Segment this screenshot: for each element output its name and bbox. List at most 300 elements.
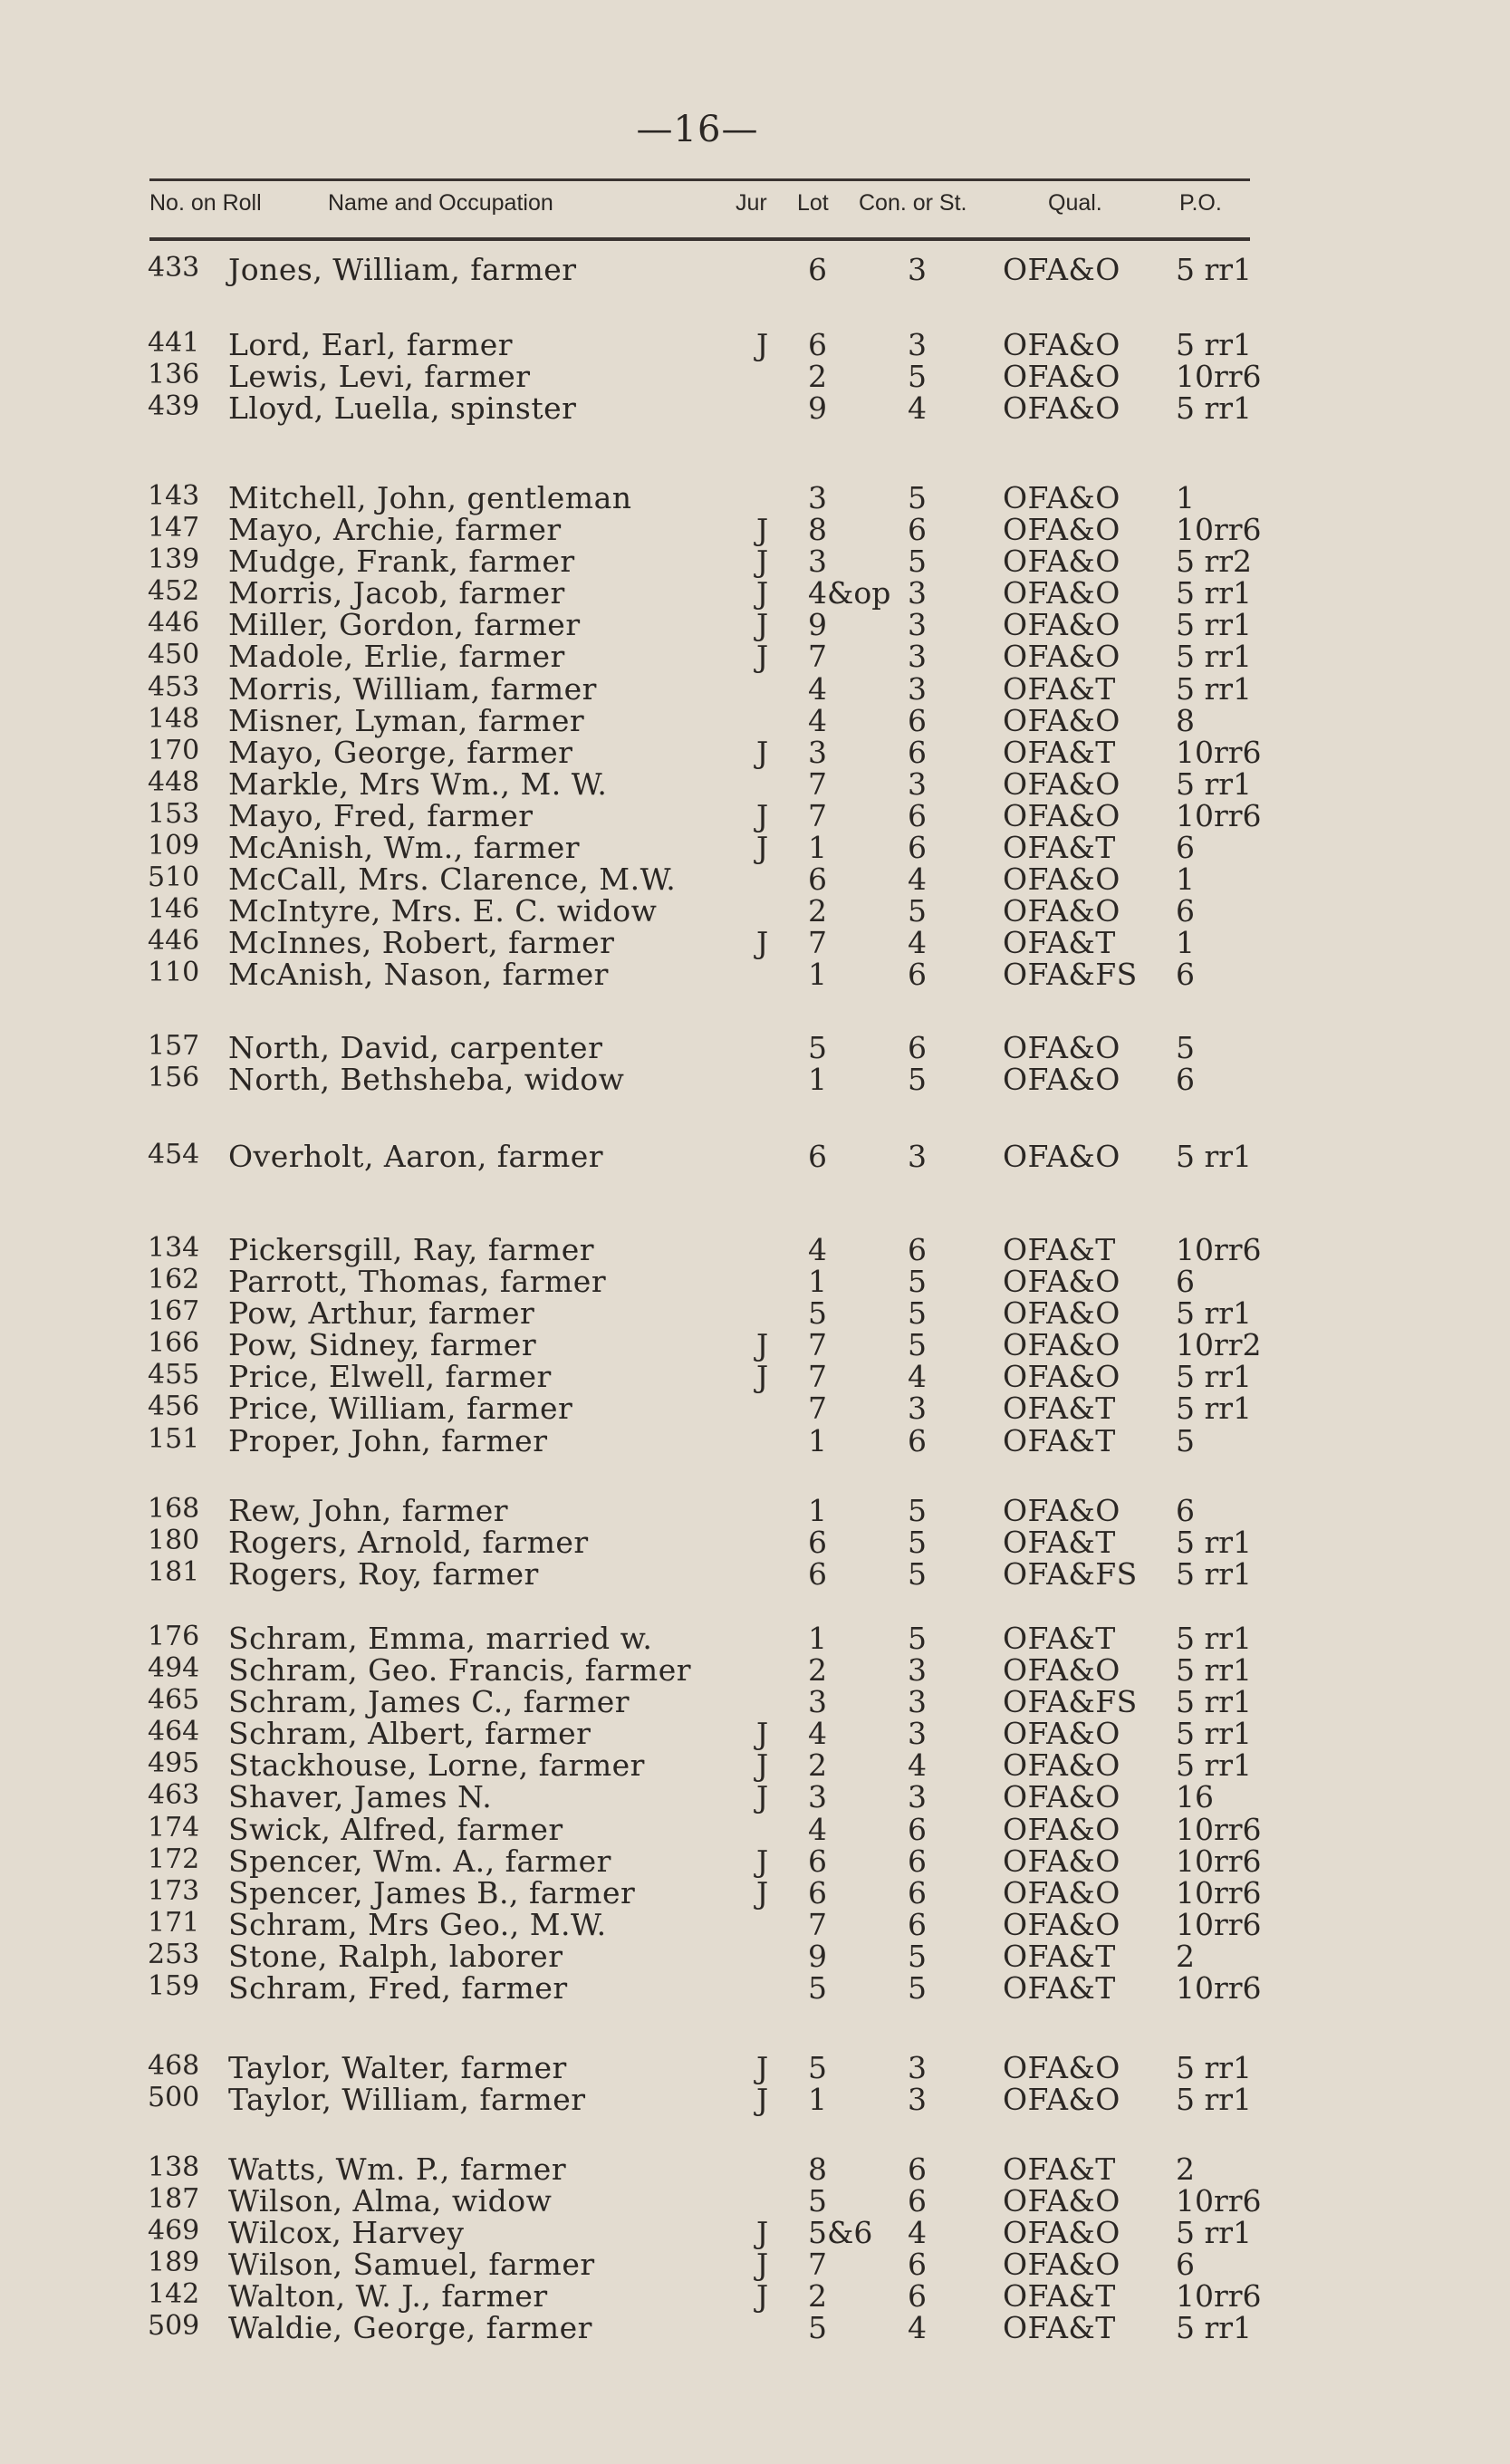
cell-po: 10rr6 <box>1176 797 1262 833</box>
cell-lot: 3 <box>808 1779 827 1815</box>
cell-qual: OFA&O <box>1003 252 1120 287</box>
cell-po: 5 rr2 <box>1176 544 1253 580</box>
cell-no: 448 <box>148 765 200 798</box>
cell-lot: 7 <box>808 1359 827 1395</box>
cell-qual: OFA&O <box>1003 639 1120 675</box>
cell-jur: J <box>756 1359 769 1395</box>
cell-name: Rogers, Roy, farmer <box>228 1556 539 1593</box>
cell-qual: OFA&T <box>1003 734 1116 770</box>
cell-no: 147 <box>148 512 200 544</box>
table-row <box>0 252 1510 287</box>
table-row <box>0 2050 1510 2085</box>
cell-name: Morris, Jacob, farmer <box>228 575 565 611</box>
header-qual: Qual. <box>1048 190 1102 216</box>
cell-con: 5 <box>908 359 927 395</box>
cell-lot: 5 <box>808 1970 827 2007</box>
cell-qual: OFA&T <box>1003 670 1116 707</box>
cell-no: 452 <box>148 575 200 608</box>
cell-no: 171 <box>148 1906 200 1939</box>
cell-lot: 4 <box>808 1232 827 1267</box>
cell-name: Mudge, Frank, farmer <box>228 544 575 580</box>
cell-con: 3 <box>908 670 927 707</box>
table-row <box>0 1525 1510 1561</box>
header-no: No. on Roll <box>149 190 262 216</box>
cell-qual: OFA&O <box>1003 1811 1120 1847</box>
cell-jur: J <box>756 1716 769 1752</box>
cell-con: 3 <box>908 252 927 287</box>
cell-qual: OFA&O <box>1003 1779 1120 1815</box>
cell-no: 446 <box>148 925 200 958</box>
cell-po: 5 rr1 <box>1176 639 1253 675</box>
cell-no: 172 <box>148 1843 200 1875</box>
cell-con: 5 <box>908 1327 927 1363</box>
cell-con: 3 <box>908 639 927 675</box>
table-row <box>0 1391 1510 1427</box>
table-row <box>0 575 1510 611</box>
table-row <box>0 1652 1510 1689</box>
cell-con: 3 <box>908 2082 927 2118</box>
cell-no: 146 <box>148 893 200 926</box>
cell-jur: J <box>756 1779 769 1815</box>
cell-no: 510 <box>148 861 200 894</box>
cell-jur: J <box>756 2278 769 2315</box>
cell-con: 5 <box>908 1062 927 1098</box>
cell-lot: 7 <box>808 797 827 833</box>
cell-con: 4 <box>908 1747 927 1784</box>
cell-no: 465 <box>148 1684 200 1717</box>
cell-con: 4 <box>908 390 927 427</box>
cell-lot: 4 <box>808 702 827 738</box>
cell-qual: OFA&O <box>1003 480 1120 515</box>
cell-qual: OFA&O <box>1003 544 1120 580</box>
cell-name: Mayo, George, farmer <box>228 734 573 770</box>
cell-no: 162 <box>148 1264 200 1296</box>
cell-con: 5 <box>908 1938 927 1974</box>
cell-qual: OFA&O <box>1003 359 1120 395</box>
cell-no: 450 <box>148 639 200 671</box>
letter-group <box>0 480 1510 993</box>
cell-name: Lewis, Levi, farmer <box>228 359 531 395</box>
cell-lot: 2 <box>808 893 827 929</box>
table-row <box>0 2183 1510 2219</box>
cell-no: 109 <box>148 830 200 862</box>
cell-lot: 6 <box>808 1525 827 1561</box>
cell-name: North, David, carpenter <box>228 1030 603 1065</box>
cell-no: 495 <box>148 1747 200 1780</box>
cell-no: 166 <box>148 1327 200 1360</box>
table-row <box>0 1295 1510 1332</box>
cell-qual: OFA&O <box>1003 2183 1120 2219</box>
cell-name: Overholt, Aaron, farmer <box>228 1139 604 1174</box>
cell-con: 5 <box>908 1556 927 1593</box>
cell-po: 5 rr1 <box>1176 390 1253 427</box>
cell-con: 5 <box>908 893 927 929</box>
cell-name: Walton, W. J., farmer <box>228 2278 548 2315</box>
cell-lot: 6 <box>808 327 827 362</box>
cell-po: 10rr6 <box>1176 734 1262 770</box>
cell-lot: 2 <box>808 1652 827 1689</box>
cell-qual: OFA&O <box>1003 1264 1120 1300</box>
table-row <box>0 1062 1510 1098</box>
cell-name: Lloyd, Luella, spinster <box>228 390 577 427</box>
table-row <box>0 1621 1510 1656</box>
cell-qual: OFA&O <box>1003 797 1120 833</box>
cell-con: 3 <box>908 765 927 802</box>
cell-lot: 6 <box>808 861 827 898</box>
cell-lot: 7 <box>808 925 827 961</box>
cell-po: 6 <box>1176 2247 1195 2283</box>
cell-name: McCall, Mrs. Clarence, M.W. <box>228 861 677 898</box>
cell-po: 10rr6 <box>1176 1874 1262 1911</box>
cell-qual: OFA&T <box>1003 1621 1116 1656</box>
cell-no: 453 <box>148 670 200 703</box>
cell-no: 500 <box>148 2082 200 2114</box>
cell-jur: J <box>756 575 769 611</box>
table-row <box>0 797 1510 833</box>
cell-no: 181 <box>148 1556 200 1589</box>
cell-con: 3 <box>908 327 927 362</box>
cell-con: 4 <box>908 2310 927 2346</box>
cell-po: 5 rr1 <box>1176 1684 1253 1720</box>
cell-name: Stackhouse, Lorne, farmer <box>228 1747 645 1784</box>
table-row <box>0 925 1510 961</box>
cell-name: McAnish, Wm., farmer <box>228 830 581 866</box>
cell-con: 6 <box>908 1906 927 1942</box>
cell-con: 5 <box>908 1525 927 1561</box>
cell-po: 2 <box>1176 2151 1195 2187</box>
cell-lot: 5 <box>808 1295 827 1332</box>
letter-group <box>0 1232 1510 1458</box>
cell-qual: OFA&O <box>1003 2247 1120 2283</box>
cell-lot: 1 <box>808 830 827 866</box>
cell-lot: 4 <box>808 670 827 707</box>
cell-qual: OFA&O <box>1003 607 1120 643</box>
cell-jur: J <box>756 925 769 961</box>
letter-group <box>0 1621 1510 2007</box>
cell-qual: OFA&O <box>1003 1139 1120 1174</box>
table-row <box>0 957 1510 993</box>
cell-name: Taylor, Walter, farmer <box>228 2050 567 2085</box>
cell-qual: OFA&O <box>1003 1906 1120 1942</box>
cell-con: 6 <box>908 1030 927 1065</box>
table-row <box>0 1030 1510 1065</box>
cell-name: Schram, James C., farmer <box>228 1684 630 1720</box>
cell-con: 6 <box>908 797 927 833</box>
cell-jur: J <box>756 2215 769 2251</box>
cell-no: 173 <box>148 1874 200 1907</box>
cell-lot: 3 <box>808 544 827 580</box>
cell-con: 6 <box>908 1843 927 1879</box>
cell-con: 6 <box>908 830 927 866</box>
cell-no: 509 <box>148 2310 200 2343</box>
cell-con: 6 <box>908 1874 927 1911</box>
cell-jur: J <box>756 327 769 362</box>
cell-no: 148 <box>148 702 200 735</box>
cell-po: 1 <box>1176 861 1195 898</box>
cell-qual: OFA&T <box>1003 925 1116 961</box>
cell-no: 180 <box>148 1525 200 1557</box>
table-row <box>0 2310 1510 2346</box>
cell-po: 6 <box>1176 830 1195 866</box>
table-row <box>0 1843 1510 1879</box>
cell-con: 3 <box>908 607 927 643</box>
table-row <box>0 2151 1510 2187</box>
cell-jur: J <box>756 512 769 548</box>
cell-lot: 7 <box>808 1327 827 1363</box>
cell-qual: OFA&O <box>1003 2082 1120 2118</box>
table-row <box>0 861 1510 898</box>
cell-con: 6 <box>908 2151 927 2187</box>
cell-qual: OFA&O <box>1003 2050 1120 2085</box>
cell-no: 464 <box>148 1716 200 1748</box>
cell-jur: J <box>756 1843 769 1879</box>
cell-lot: 8 <box>808 2151 827 2187</box>
cell-name: Spencer, James B., farmer <box>228 1874 636 1911</box>
cell-po: 10rr2 <box>1176 1327 1262 1363</box>
header-lot: Lot <box>797 190 829 216</box>
cell-con: 3 <box>908 2050 927 2085</box>
cell-no: 136 <box>148 359 200 391</box>
cell-lot: 5 <box>808 2310 827 2346</box>
table-row <box>0 734 1510 770</box>
cell-name: Mayo, Fred, farmer <box>228 797 534 833</box>
table-row <box>0 1716 1510 1752</box>
cell-name: Mitchell, John, gentleman <box>228 480 632 515</box>
table-row <box>0 544 1510 580</box>
cell-name: Taylor, William, farmer <box>228 2082 586 2118</box>
cell-lot: 5 <box>808 2050 827 2085</box>
cell-lot: 9 <box>808 390 827 427</box>
cell-lot: 5 <box>808 1030 827 1065</box>
cell-name: Stone, Ralph, laborer <box>228 1938 563 1974</box>
cell-con: 4 <box>908 2215 927 2251</box>
cell-name: Rew, John, farmer <box>228 1493 509 1528</box>
header-jur: Jur <box>736 190 767 216</box>
cell-qual: OFA&O <box>1003 702 1120 738</box>
cell-con: 6 <box>908 2183 927 2219</box>
cell-no: 157 <box>148 1030 200 1062</box>
cell-name: Proper, John, farmer <box>228 1422 548 1458</box>
cell-qual: OFA&O <box>1003 893 1120 929</box>
table-row <box>0 1906 1510 1942</box>
cell-lot: 1 <box>808 1493 827 1528</box>
cell-po: 5 rr1 <box>1176 1556 1253 1593</box>
cell-name: Waldie, George, farmer <box>228 2310 592 2346</box>
cell-qual: OFA&FS <box>1003 1556 1138 1593</box>
cell-no: 167 <box>148 1295 200 1328</box>
cell-lot: 3 <box>808 480 827 515</box>
table-row <box>0 607 1510 643</box>
cell-no: 463 <box>148 1779 200 1812</box>
cell-no: 138 <box>148 2151 200 2183</box>
header-bottom-rule <box>149 237 1250 241</box>
table-row <box>0 390 1510 427</box>
cell-qual: OFA&O <box>1003 1359 1120 1395</box>
cell-con: 5 <box>908 480 927 515</box>
table-row <box>0 1422 1510 1458</box>
letter-group <box>0 2050 1510 2118</box>
cell-con: 4 <box>908 925 927 961</box>
cell-con: 6 <box>908 2278 927 2315</box>
cell-no: 439 <box>148 390 200 423</box>
cell-qual: OFA&T <box>1003 1391 1116 1427</box>
cell-name: McAnish, Nason, farmer <box>228 957 609 993</box>
cell-po: 6 <box>1176 957 1195 993</box>
cell-po: 5 rr1 <box>1176 1139 1253 1174</box>
cell-lot: 7 <box>808 765 827 802</box>
cell-name: Parrott, Thomas, farmer <box>228 1264 607 1300</box>
header-po: P.O. <box>1179 190 1222 216</box>
cell-qual: OFA&O <box>1003 1652 1120 1689</box>
cell-lot: 1 <box>808 1621 827 1656</box>
cell-po: 16 <box>1176 1779 1214 1815</box>
cell-lot: 2 <box>808 2278 827 2315</box>
cell-lot: 7 <box>808 639 827 675</box>
table-row <box>0 1327 1510 1363</box>
cell-lot: 1 <box>808 1062 827 1098</box>
table-row <box>0 2278 1510 2315</box>
cell-con: 5 <box>908 1493 927 1528</box>
letter-group <box>0 252 1510 287</box>
cell-qual: OFA&O <box>1003 327 1120 362</box>
cell-no: 433 <box>148 252 200 284</box>
cell-con: 6 <box>908 512 927 548</box>
cell-con: 5 <box>908 1264 927 1300</box>
cell-no: 446 <box>148 607 200 640</box>
cell-qual: OFA&T <box>1003 1232 1116 1267</box>
cell-qual: OFA&T <box>1003 1938 1116 1974</box>
cell-po: 5 <box>1176 1422 1195 1458</box>
cell-qual: OFA&O <box>1003 512 1120 548</box>
cell-lot: 4 <box>808 1716 827 1752</box>
table-row <box>0 1938 1510 1974</box>
cell-po: 10rr6 <box>1176 512 1262 548</box>
cell-po: 10rr6 <box>1176 2183 1262 2219</box>
cell-po: 6 <box>1176 1493 1195 1528</box>
table-row <box>0 480 1510 515</box>
cell-lot: 2 <box>808 1747 827 1784</box>
cell-po: 5 rr1 <box>1176 2050 1253 2085</box>
cell-qual: OFA&O <box>1003 765 1120 802</box>
cell-po: 5 rr1 <box>1176 1295 1253 1332</box>
cell-po: 10rr6 <box>1176 1843 1262 1879</box>
cell-name: Schram, Albert, farmer <box>228 1716 591 1752</box>
cell-name: Pow, Sidney, farmer <box>228 1327 537 1363</box>
cell-no: 469 <box>148 2215 200 2247</box>
cell-no: 110 <box>148 957 200 989</box>
cell-qual: OFA&O <box>1003 1747 1120 1784</box>
cell-no: 153 <box>148 797 200 830</box>
cell-con: 5 <box>908 1970 927 2007</box>
header-con: Con. or St. <box>859 190 967 216</box>
cell-lot: 5 <box>808 2183 827 2219</box>
cell-no: 176 <box>148 1621 200 1652</box>
cell-no: 139 <box>148 544 200 576</box>
table-row <box>0 1811 1510 1847</box>
cell-con: 6 <box>908 702 927 738</box>
cell-con: 6 <box>908 957 927 993</box>
cell-po: 6 <box>1176 1264 1195 1300</box>
cell-po: 5 rr1 <box>1176 670 1253 707</box>
cell-name: Shaver, James N. <box>228 1779 493 1815</box>
cell-name: Wilson, Alma, widow <box>228 2183 553 2219</box>
cell-qual: OFA&FS <box>1003 957 1138 993</box>
cell-name: Pickersgill, Ray, farmer <box>228 1232 595 1267</box>
cell-no: 441 <box>148 327 200 359</box>
cell-jur: J <box>756 2050 769 2085</box>
table-row <box>0 639 1510 675</box>
cell-name: Schram, Fred, farmer <box>228 1970 568 2007</box>
cell-lot: 4&op <box>808 575 891 611</box>
cell-no: 455 <box>148 1359 200 1391</box>
letter-group <box>0 1030 1510 1098</box>
cell-name: Miller, Gordon, farmer <box>228 607 581 643</box>
cell-con: 3 <box>908 1139 927 1174</box>
cell-qual: OFA&O <box>1003 1716 1120 1752</box>
cell-po: 10rr6 <box>1176 1811 1262 1847</box>
table-row <box>0 1747 1510 1784</box>
cell-name: Schram, Mrs Geo., M.W. <box>228 1906 607 1942</box>
cell-lot: 3 <box>808 734 827 770</box>
cell-name: Pow, Arthur, farmer <box>228 1295 535 1332</box>
cell-no: 456 <box>148 1391 200 1423</box>
cell-po: 10rr6 <box>1176 1970 1262 2007</box>
cell-lot: 6 <box>808 252 827 287</box>
cell-no: 189 <box>148 2247 200 2279</box>
cell-lot: 1 <box>808 1422 827 1458</box>
cell-po: 5 rr1 <box>1176 1716 1253 1752</box>
cell-po: 1 <box>1176 925 1195 961</box>
table-row <box>0 2082 1510 2118</box>
cell-no: 253 <box>148 1938 200 1970</box>
table-row <box>0 1264 1510 1300</box>
cell-con: 3 <box>908 1684 927 1720</box>
cell-lot: 6 <box>808 1874 827 1911</box>
cell-qual: OFA&O <box>1003 2215 1120 2251</box>
cell-lot: 4 <box>808 1811 827 1847</box>
table-row <box>0 765 1510 802</box>
cell-lot: 9 <box>808 607 827 643</box>
cell-name: Wilson, Samuel, farmer <box>228 2247 595 2283</box>
cell-no: 156 <box>148 1062 200 1094</box>
letter-group <box>0 1493 1510 1593</box>
table-row <box>0 1684 1510 1720</box>
cell-no: 187 <box>148 2183 200 2216</box>
cell-no: 142 <box>148 2278 200 2311</box>
table-row <box>0 893 1510 929</box>
cell-lot: 9 <box>808 1938 827 1974</box>
cell-con: 4 <box>908 861 927 898</box>
cell-no: 468 <box>148 2050 200 2082</box>
cell-con: 6 <box>908 1232 927 1267</box>
cell-lot: 1 <box>808 2082 827 2118</box>
cell-name: Mayo, Archie, farmer <box>228 512 562 548</box>
cell-con: 5 <box>908 1295 927 1332</box>
cell-qual: OFA&O <box>1003 1030 1120 1065</box>
cell-qual: OFA&T <box>1003 2278 1116 2315</box>
cell-po: 5 rr1 <box>1176 765 1253 802</box>
cell-name: McIntyre, Mrs. E. C. widow <box>228 893 658 929</box>
cell-con: 3 <box>908 1391 927 1427</box>
cell-qual: OFA&T <box>1003 2310 1116 2346</box>
cell-lot: 3 <box>808 1684 827 1720</box>
cell-po: 10rr6 <box>1176 1906 1262 1942</box>
cell-po: 5 rr1 <box>1176 607 1253 643</box>
table-row <box>0 1556 1510 1593</box>
cell-name: Schram, Geo. Francis, farmer <box>228 1652 692 1689</box>
table-row <box>0 1779 1510 1815</box>
cell-con: 6 <box>908 2247 927 2283</box>
